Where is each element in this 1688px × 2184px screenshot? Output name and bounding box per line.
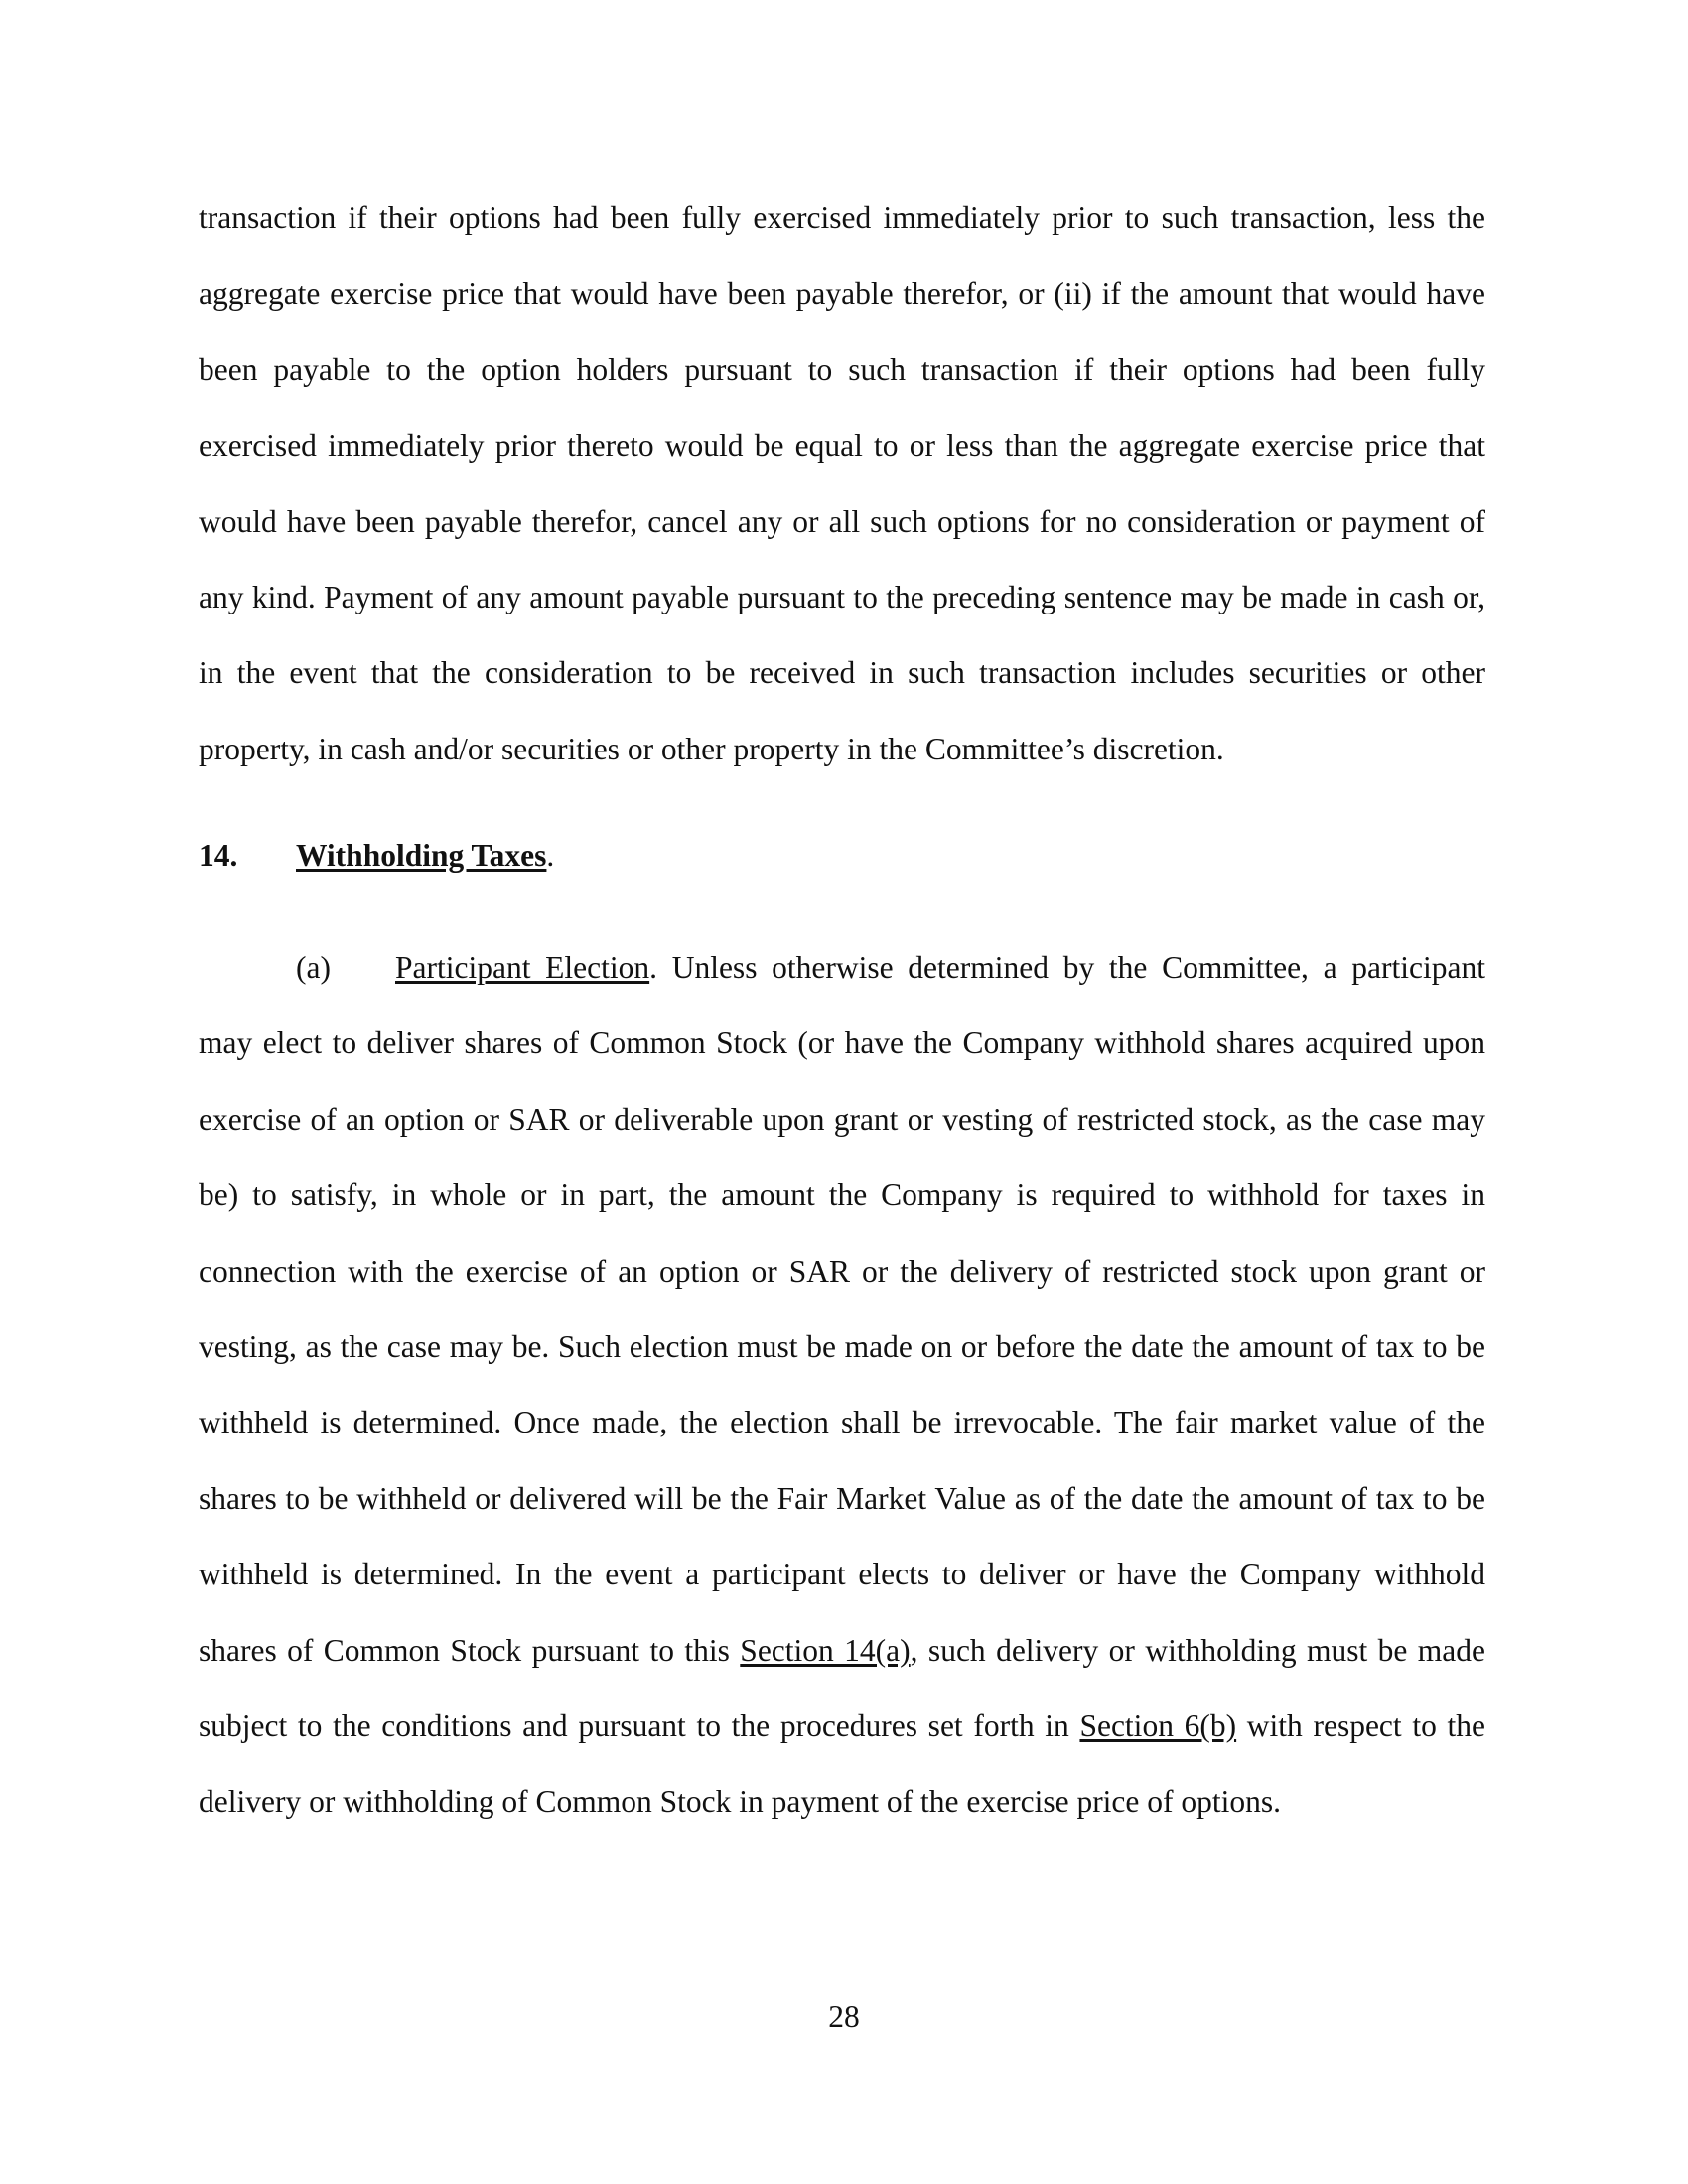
intro-paragraph: transaction if their options had been fully exercised immediately prior to such transaction, less the aggregate exercise price that would have been payable therefor, or (ii) if the amount that would have been payable to the option holders pursuant to such transaction if their options had been fully exercised immediately prior thereto would be equal to or less than the aggregate exercise price that would have been payable therefor, cancel any or all such options for no consideration or payment of any kind. Payment of any amount payable pursuant to the preceding sentence may be made in cash or, in the event that the consideration to be received in such transaction includes securities or other property, in cash and/or securities or other property in the Committee’s discretion. <box>199 201 1485 766</box>
subsection-a-paragraph <box>199 930 1485 1841</box>
section-number: 14. <box>199 838 238 873</box>
section-title: Withholding Taxes <box>296 838 547 873</box>
section-heading <box>199 836 554 876</box>
subsection-text-part-1: . Unless otherwise determined by the Committee, a participant may elect to deliver shares of Common Stock (or have the Company withhold shares acquired upon exercise of an option or SAR or deliverable upon grant or vesting of restricted stock, as the case may be) to satisfy, in whole or in part, the amount the Company is required to withhold for taxes in connection with the exercise of an option or SAR or the delivery of restricted stock upon grant or vesting, as the case may be. Such election must be made on or before the date the amount of tax to be withheld is determined. Once made, the election shall be irrevocable. The fair market value of the shares to be withheld or delivered will be the Fair Market Value as of the date the amount of tax to be withheld is determined. In the event a participant elects to deliver or have the Company withhold shares of Common Stock pursuant to this <box>199 950 1485 1668</box>
section-14a-reference: Section 14(a) <box>740 1632 911 1668</box>
section-title-suffix: . <box>546 838 555 873</box>
page-number: 28 <box>828 1999 860 2034</box>
subsection-heading: Participant Election <box>395 950 650 985</box>
subsection-text-part-2: , such delivery or withholding must be made subject to the conditions and pursuant to the procedures set forth in <box>199 1632 1485 1744</box>
subsection-label: (a) <box>296 950 331 985</box>
section-6b-reference: Section 6(b) <box>1079 1708 1237 1744</box>
subsection-text-part-3: with respect to the delivery or withholding of Common Stock in payment of the exercise price of options. <box>199 1708 1486 1820</box>
